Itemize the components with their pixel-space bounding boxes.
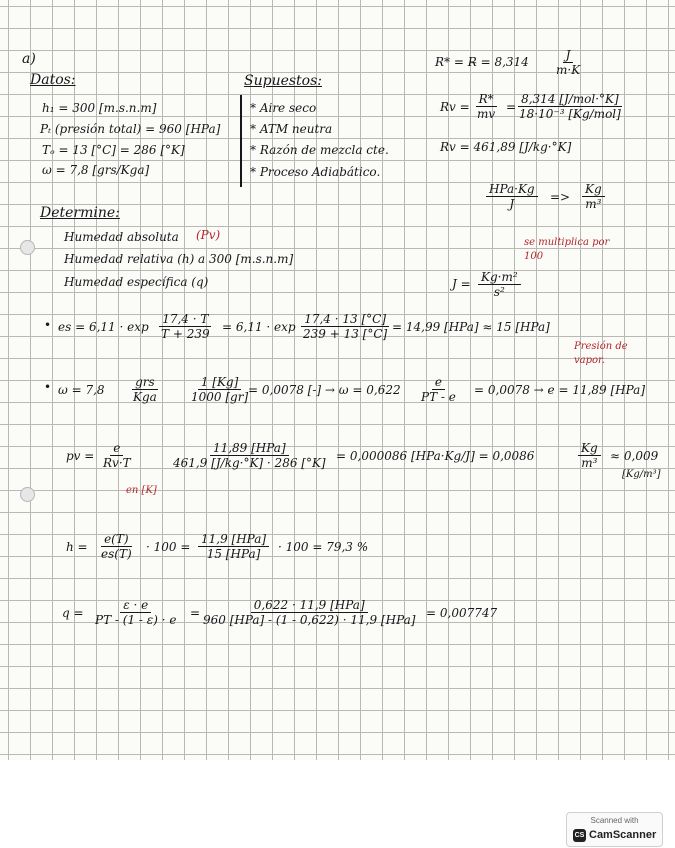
- h-lhs: h =: [66, 540, 88, 554]
- pv-note: en [K]: [126, 485, 157, 496]
- rv-fraction: $\frac{R*}{mv}$: [477, 92, 496, 121]
- w-lhs: ω = 7,8: [58, 383, 105, 397]
- pv-mid: = 0,000086 [HPa·Kg/J] = 0,0086: [336, 449, 535, 463]
- datos-line: Tₒ = 13 [°C] = 286 [°K]: [42, 143, 185, 157]
- h-value-fraction: 11,9 [HPa] 15 [HPa]: [198, 532, 269, 561]
- es-lhs: es = 6,11 · exp: [58, 320, 149, 334]
- determine-item: Humedad específica (q): [64, 275, 209, 289]
- rv-result: Rv = 461,89 [J/kg·°K]: [440, 140, 572, 154]
- es-value-fraction: $\frac{17,4 \cdot 13 [^\circ C]}{239 + 13 [^\circ C]}$: [303, 312, 388, 341]
- bullet: •: [44, 318, 52, 332]
- w-conversion-fraction: $\frac{1 [Kg]}{1000 [gr]}$: [191, 375, 249, 404]
- supuestos-item: * Aire seco: [250, 101, 317, 115]
- camscanner-logo-icon: CS: [573, 829, 586, 842]
- determine-item: Humedad absoluta: [64, 230, 179, 244]
- datos-heading: Datos:: [30, 72, 76, 88]
- supuestos-item: * ATM neutra: [250, 122, 333, 136]
- h-times: · 100 =: [146, 540, 191, 554]
- rv-value-fraction: 8,314 [J/mol·°K] 18·10⁻³ [Kg/mol]: [519, 92, 621, 121]
- supuestos-divider: [240, 95, 242, 187]
- q-value-fraction: 0,622 · 11,9 [HPa] 960 [HPa] - (1 - 0,622) · 11,9 [HPa]: [203, 598, 416, 627]
- bullet: •: [44, 380, 52, 394]
- pv-result-unit: [Kg/m³]: [622, 469, 661, 480]
- rv-lhs: Rv =: [440, 100, 470, 114]
- h-result: · 100 = 79,3 %: [278, 540, 369, 554]
- es-result: = 14,99 [HPa] ≈ 15 [HPa]: [392, 320, 550, 334]
- w-formula-fraction: $\frac{e}{PT - e}$: [421, 375, 456, 404]
- r-star-definition: R* = R̶ = 8,314: [435, 55, 529, 69]
- pv-lhs: pv =: [66, 449, 95, 463]
- w-note: Presión de vapor.: [574, 341, 628, 366]
- rv-equals: =: [506, 100, 517, 114]
- determine-pv-tag: (Pv): [196, 228, 221, 242]
- watermark-caption: Scanned with: [590, 816, 639, 825]
- w-mid: = 0,0078 [-] → ω = 0,622: [248, 383, 401, 397]
- datos-line: Pₜ (presión total) = 960 [HPa]: [40, 122, 221, 136]
- binder-hole: [20, 487, 35, 502]
- determine-item: Humedad relativa (h): [64, 252, 195, 266]
- supuestos-heading: Supuestos:: [244, 73, 323, 89]
- supuestos-item: * Razón de mezcla cte.: [250, 143, 389, 157]
- joule-fraction: $\frac{\text{Kg·m²}}{\text{s²}}$: [478, 270, 521, 299]
- watermark-brand: CamScanner: [589, 829, 657, 841]
- w-result: = 0,0078 → e = 11,89 [HPa]: [474, 383, 646, 397]
- pv-unit-fraction: $\frac{Kg}{\text{m³}}$: [578, 441, 601, 470]
- q-formula-fraction: $\frac{\varepsilon \cdot e}{PT - (1 - \varepsilon) \cdot e}$: [95, 598, 177, 627]
- w-unit-fraction: grs Kga: [133, 375, 157, 404]
- h-formula-fraction: $\frac{e(T)}{es(T)}$: [101, 532, 132, 561]
- camscanner-watermark: [566, 812, 663, 847]
- es-formula-fraction: $\frac{17,4 \cdot T}{T + 239}$: [161, 312, 210, 341]
- units-arrow: =>: [550, 190, 571, 204]
- q-equals: =: [190, 606, 201, 620]
- determine-heading: Determine:: [40, 205, 120, 221]
- es-mid: = 6,11 · exp: [222, 320, 296, 334]
- datos-line: ω = 7,8 [grs/Kga]: [42, 163, 150, 177]
- pv-result: ≈ 0,009: [610, 449, 659, 463]
- pv-formula-fraction: $\frac{e}{Rv\cdot T}$: [103, 441, 131, 470]
- pv-value-fraction: 11,89 [HPa] 461,9 [J/kg·°K] · 286 [°K]: [173, 441, 326, 470]
- joule-lhs: J =: [452, 277, 471, 291]
- q-result: = 0,007747: [426, 606, 498, 620]
- q-lhs: q =: [62, 606, 84, 620]
- units-lhs-fraction: HPa·Kg J: [486, 182, 538, 211]
- determine-altitude: a 300 [m.s.n.m]: [198, 252, 294, 266]
- units-note: se multiplica por 100: [524, 237, 610, 262]
- units-rhs-fraction: $\frac{Kg}{\text{m³}}$: [582, 182, 605, 211]
- r-star-unit: $\frac{J}{m\cdot K}$: [556, 48, 581, 77]
- datos-line: h₁ = 300 [m.s.n.m]: [42, 101, 157, 115]
- supuestos-item: * Proceso Adiabático.: [250, 165, 381, 179]
- problem-label: a): [22, 51, 36, 67]
- binder-hole: [20, 240, 35, 255]
